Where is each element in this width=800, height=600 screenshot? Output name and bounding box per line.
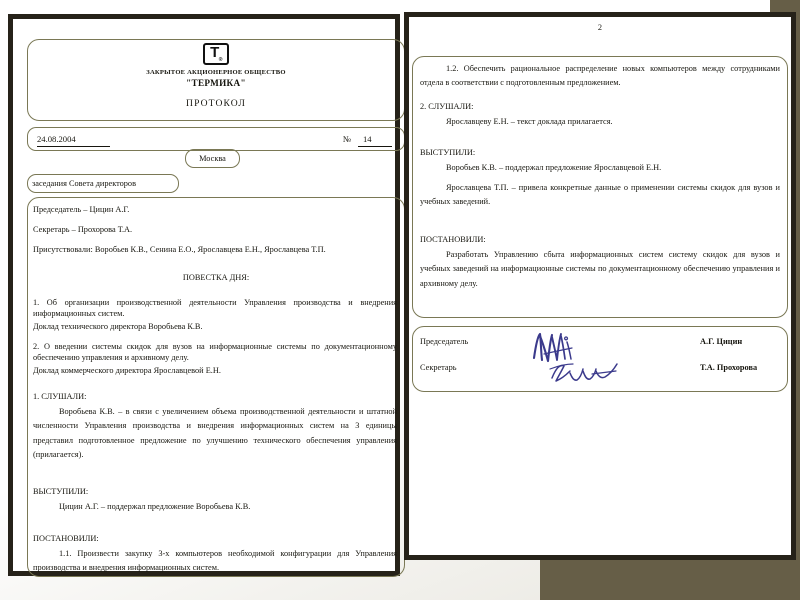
organization-name: "ТЕРМИКА" <box>186 78 246 88</box>
chairman-signature-name: А.Г. Цицин <box>700 337 743 346</box>
meeting-title: заседания Совета директоров <box>32 179 137 188</box>
spoke-1-heading: ВЫСТУПИЛИ: <box>33 487 89 496</box>
page-number: 2 <box>597 23 603 32</box>
chairman-signature-role: Председатель <box>420 337 469 346</box>
spoke-2-body-1: Воробьев К.В. – поддержал предложение Ярославцевой Е.Н. <box>446 163 662 172</box>
resolved-1-item-1: 1.1. Произвести закупку 3-х компьютеров необходимой конфигурации для Управления производства и внедрения информационных систем. <box>33 549 397 573</box>
heard-1-heading: 1. СЛУШАЛИ: <box>33 392 87 401</box>
attendees-line: Присутствовали: Воробьев К.В., Сенина Е.О., Ярославцева Е.Н., Ярославцева Т.П. <box>33 245 326 254</box>
document-number-value: 14 <box>358 133 392 147</box>
agenda-item-1-text: 1. Об организации производственной деятельности Управления производства и внедрения информационных систем. <box>33 298 397 319</box>
city-name: Москва <box>199 154 226 163</box>
heard-2-heading: 2. СЛУШАЛИ: <box>420 102 474 111</box>
document-kind: ПРОТОКОЛ <box>186 98 246 109</box>
spoke-2-heading: ВЫСТУПИЛИ: <box>420 148 476 157</box>
agenda-heading: ПОВЕСТКА ДНЯ: <box>182 273 250 282</box>
organization-type: ЗАКРЫТОЕ АКЦИОНЕРНОЕ ОБЩЕСТВО <box>146 69 286 76</box>
resolved-2-body: Разработать Управлению сбыта информационных систем систему скидок для вузов и учебных заведений на информационные системы по документационному обеспечению управления и архивному делу. <box>420 250 780 288</box>
chairman-line: Председатель – Цицин А.Г. <box>33 205 130 214</box>
secretary-signature-role: Секретарь <box>420 363 457 372</box>
spoke-1-body: Цицин А.Г. – поддержал предложение Воробьева К.В. <box>59 502 251 511</box>
registered-trademark-icon: ® <box>218 57 222 63</box>
agenda-item-2-text: 2. О введении системы скидок для вузов на информационные системы по документационному обеспечению управления и архивному делу. <box>33 342 397 363</box>
spoke-2-body-2: Ярославцева Т.П. – привела конкретные данные о применении системы скидок для вузов и учебных заведений. <box>420 183 780 207</box>
resolved-1-item-2: 1.2. Обеспечить рациональное распределение новых компьютеров между сотрудниками отдела в соответствии с подготовленным предложением. <box>420 64 780 88</box>
secretary-line: Секретарь – Прохорова Т.А. <box>33 225 133 234</box>
backdrop-band-bottom <box>540 560 800 600</box>
logo-letter: T <box>210 44 219 61</box>
heard-1-body: Воробьева К.В. – в связи с увеличением объема производственной деятельности и штатной численности Управления производства и внедрения информационных систем на 3 единицы представил подготовленное предложение по улучшению технического обеспечения управления (прилагается). <box>33 407 397 459</box>
document-page-1 <box>8 14 400 576</box>
termika-logo-icon <box>203 43 229 65</box>
heard-2-body: Ярославцеву Е.Н. – текст доклада прилагается. <box>446 117 613 126</box>
secretary-signature-name: Т.А. Прохорова <box>700 363 758 372</box>
document-date: 24.08.2004 <box>37 133 110 147</box>
agenda-item-1-reporter: Доклад технического директора Воробьева К.В. <box>33 322 203 331</box>
agenda-item-2-reporter: Доклад коммерческого директора Ярославцевой Е.Н. <box>33 366 221 375</box>
resolved-1-heading: ПОСТАНОВИЛИ: <box>33 534 99 543</box>
document-number-label: № <box>343 134 352 144</box>
resolved-2-heading: ПОСТАНОВИЛИ: <box>420 235 486 244</box>
